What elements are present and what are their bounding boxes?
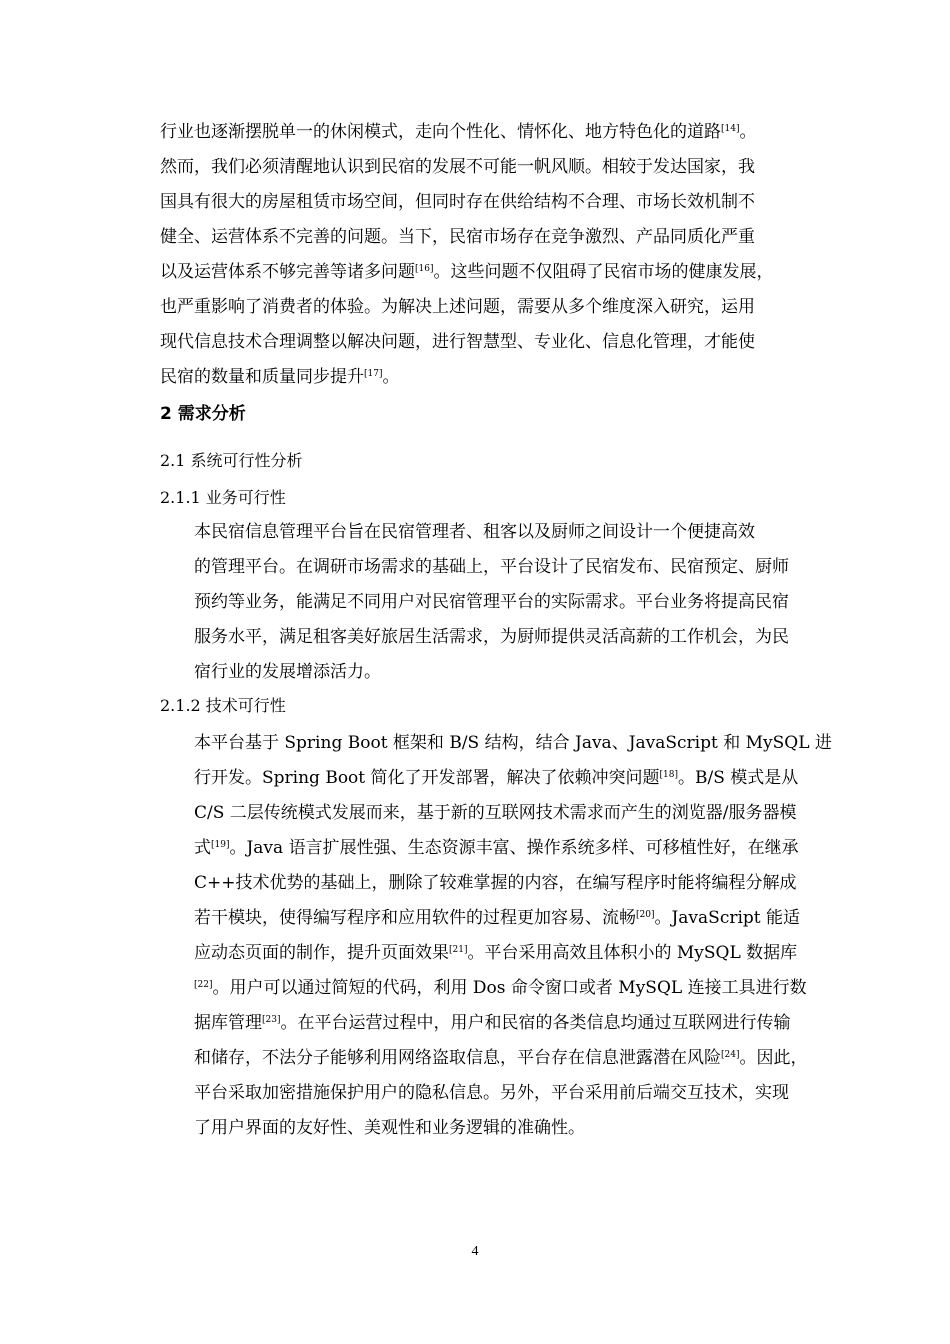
text-line: 的管理平台。在调研市场需求的基础上，平台设计了民宿发布、民宿预定、厨师 bbox=[194, 557, 789, 577]
text-line: 平台采取加密措施保护用户的隐私信息。另外，平台采用前后端交互技术，实现 bbox=[194, 1083, 789, 1103]
citation-marker: [16] bbox=[415, 264, 434, 274]
text-line: 也严重影响了消费者的体验。为解决上述问题，需要从多个维度深入研究，运用 bbox=[160, 297, 755, 317]
subsection-heading-technical: 2.1.2 技术可行性 bbox=[160, 696, 286, 715]
citation-marker: [20] bbox=[636, 910, 655, 920]
text-line: 服务水平，满足租客美好旅居生活需求，为厨师提供灵活高薪的工作机会，为民 bbox=[194, 627, 789, 647]
section-heading: 2.1 系统可行性分析 bbox=[160, 451, 303, 470]
page-number: 4 bbox=[471, 1244, 479, 1259]
text-line: C++技术优势的基础上，删除了较难掌握的内容，在编写程序时能将编程分解成 bbox=[194, 873, 797, 893]
citation-marker: [21] bbox=[449, 945, 468, 955]
text-line: 和储存，不法分子能够利用网络盗取信息，平台存在信息泄露潜在风险[24]。因此， bbox=[194, 1048, 808, 1068]
citation-marker: [19] bbox=[211, 840, 230, 850]
text-line: 然而，我们必须清醒地认识到民宿的发展不可能一帆风顺。相较于发达国家，我 bbox=[160, 157, 755, 177]
paragraph-1 bbox=[160, 115, 832, 395]
subsection-heading-business: 2.1.1 业务可行性 bbox=[160, 488, 286, 507]
text-line: 本民宿信息管理平台旨在民宿管理者、租客以及厨师之间设计一个便捷高效 bbox=[194, 522, 755, 542]
text-line: 据库管理[23]。在平台运营过程中，用户和民宿的各类信息均通过互联网进行传输 bbox=[194, 1013, 791, 1033]
citation-marker: [22] bbox=[194, 980, 213, 990]
text-line: 行业也逐渐摆脱单一的休闲模式，走向个性化、情怀化、地方特色化的道路[14]。 bbox=[160, 122, 757, 142]
text-line: 了用户界面的友好性、美观性和业务逻辑的准确性。 bbox=[194, 1118, 585, 1138]
text-line: 行开发。Spring Boot 简化了开发部署，解决了依赖冲突问题[18]。B/S 模式是从 bbox=[194, 768, 799, 788]
paragraph-2 bbox=[160, 515, 832, 690]
text-line: 国具有很大的房屋租赁市场空间，但同时存在供给结构不合理、市场长效机制不 bbox=[160, 192, 755, 212]
paragraph-3 bbox=[160, 726, 832, 1146]
citation-marker: [17] bbox=[364, 369, 383, 379]
text-line: 现代信息技术合理调整以解决问题，进行智慧型、专业化、信息化管理，才能使 bbox=[160, 332, 755, 352]
text-line: 式[19]。Java 语言扩展性强、生态资源丰富、操作系统多样、可移植性好，在继承 bbox=[194, 838, 799, 858]
text-line: [22]。用户可以通过简短的代码，利用 Dos 命令窗口或者 MySQL 连接工具进行数 bbox=[194, 978, 807, 998]
text-line: 健全、运营体系不完善的问题。当下，民宿市场存在竞争激烈、产品同质化严重 bbox=[160, 227, 755, 247]
text-line: 应动态页面的制作，提升页面效果[21]。平台采用高效且体积小的 MySQL 数据库 bbox=[194, 943, 798, 963]
text-line: C/S 二层传统模式发展而来，基于新的互联网技术需求而产生的浏览器/服务器模 bbox=[194, 803, 797, 823]
citation-marker: [24] bbox=[721, 1050, 740, 1060]
citation-marker: [14] bbox=[721, 124, 740, 134]
text-line: 预约等业务，能满足不同用户对民宿管理平台的实际需求。平台业务将提高民宿 bbox=[194, 592, 789, 612]
citation-marker: [23] bbox=[262, 1015, 281, 1025]
text-line: 以及运营体系不够完善等诸多问题[16]。这些问题不仅阻碍了民宿市场的健康发展， bbox=[160, 262, 774, 282]
text-line: 宿行业的发展增添活力。 bbox=[194, 662, 381, 682]
text-line: 若干模块，使得编写程序和应用软件的过程更加容易、流畅[20]。JavaScript 能适 bbox=[194, 908, 801, 928]
chapter-heading: 2 需求分析 bbox=[160, 404, 246, 424]
citation-marker: [18] bbox=[659, 770, 679, 780]
text-line: 民宿的数量和质量同步提升[17]。 bbox=[160, 367, 400, 387]
text-line: 本平台基于 Spring Boot 框架和 B/S 结构，结合 Java、JavaScript 和 MySQL 进 bbox=[194, 733, 832, 753]
